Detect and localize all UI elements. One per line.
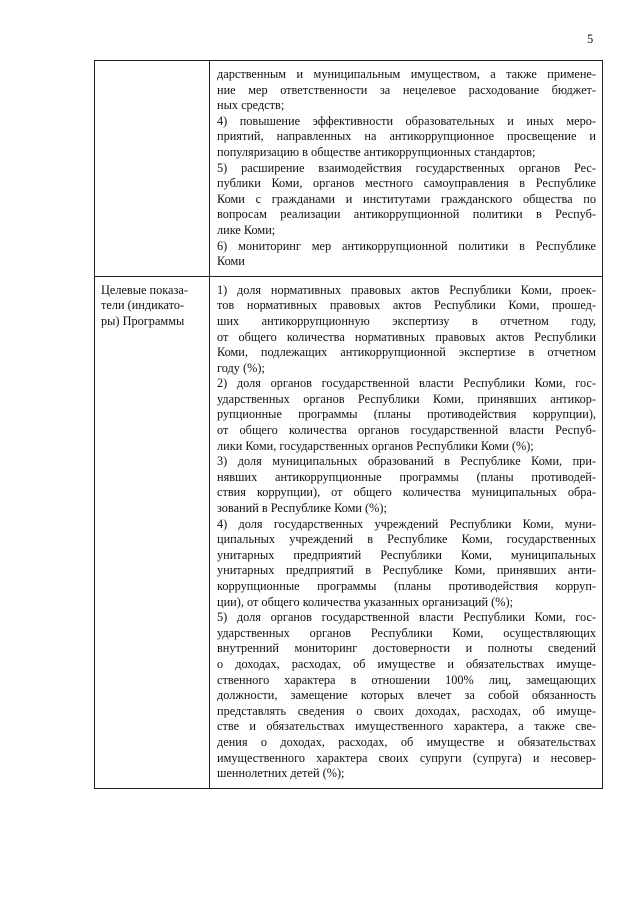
content-line: шеннолетних детей (%); [217, 766, 345, 781]
content-line: ципальных учреждений в Республике Коми, государственных [217, 532, 596, 547]
content-line: дения о доходах, расходах, об имуществе и обязательствах [217, 734, 596, 749]
content-line: ствия коррупции), от общего количества муниципальных обра- [217, 485, 596, 500]
content-line: 5) доля органов государственной власти Республики Коми, гос- [217, 610, 596, 625]
content-line: ших антикоррупционную экспертизу в отчетном году, [217, 313, 596, 328]
table-row [95, 61, 603, 277]
content-line: 3) доля муниципальных образований в Республике Коми, при- [217, 454, 596, 469]
content-line: внутренний мониторинг достоверности и полноты сведений [217, 641, 596, 656]
content-line: публики Коми, органов местного самоуправления в Республике [217, 176, 596, 191]
content-line: 6) мониторинг мер антикоррупционной политики в Республике [217, 238, 596, 253]
content-line: 1) доля нормативных правовых актов Республики Коми, проек- [217, 282, 596, 297]
content-line: популяризацию в обществе антикоррупционных стандартов; [217, 144, 536, 159]
content-line: представлять сведения о своих доходах, расходах, об имуще- [217, 703, 596, 718]
row-label-cell [95, 61, 210, 277]
content-line: ных средств; [217, 98, 285, 113]
row-content-cell [210, 61, 603, 277]
content-line: рупционные программы (планы противодействия коррупции), [217, 407, 596, 422]
table-row [95, 276, 603, 788]
content-line: 5) расширение взаимодействия государственных органов Рес- [217, 160, 596, 175]
content-line: коррупционные программы (планы противодействия корруп- [217, 579, 596, 593]
content-line: лике Коми; [217, 222, 276, 237]
label-line: ры) Программы [101, 313, 185, 328]
content-line: Коми, подлежащих антикоррупционной экспертизе в отчетном [217, 345, 596, 360]
content-line: стве и обязательствах имущественного характера, а также све- [217, 719, 596, 734]
content-line: лики Коми, государственных органов Республики Коми (%); [217, 438, 534, 453]
content-line: от общего количества нормативных правовых актов Республики [217, 329, 596, 344]
row-label-cell [95, 276, 210, 788]
row-content-cell [210, 276, 603, 788]
content-line: зований в Республике Коми (%); [217, 501, 387, 516]
content-line: о доходах, расходах, об имуществе и обязательствах имуще- [217, 656, 596, 671]
content-line: дарственным и муниципальным имуществом, а также примене- [217, 67, 596, 81]
content-line: ударственных органов Республики Коми, осуществляющих [217, 625, 596, 640]
content-line: ции), от общего количества указанных организаций (%); [217, 594, 514, 609]
content-line: тов нормативных правовых актов Республики Коми, прошед- [217, 298, 596, 313]
content-line: 2) доля органов государственной власти Республики Коми, гос- [217, 376, 596, 391]
content-line: ударственных органов Республики Коми, принявших антикор- [217, 391, 596, 406]
content-line: Коми с гражданами и институтами гражданского общества по [217, 191, 596, 206]
content-line: имущественного характера своих супруги (супруга) и несовер- [217, 750, 596, 765]
label-line: Целевые показа- [101, 282, 188, 297]
content-line: Коми [217, 254, 245, 269]
content-line: унитарных предприятий Республики Коми, муниципальных [217, 547, 596, 562]
content-line: году (%); [217, 360, 265, 375]
content-line: ственного характера в отношении 100% лиц, замещающих [217, 672, 596, 687]
content-line: 4) доля государственных учреждений Республики Коми, муни- [217, 516, 596, 531]
content-line: должности, замещение которых влечет за собой обязанность [217, 688, 596, 703]
content-line: ние мер ответственности за нецелевое расходование бюджет- [217, 82, 596, 97]
page-number: 5 [587, 32, 594, 46]
label-line: тели (индикато- [101, 298, 185, 313]
content-line: нявших антикоррупционные программы (планы противодей- [217, 469, 596, 484]
program-passport-table [94, 60, 603, 789]
content-line: приятий, направленных на антикоррупционное просвещение и [217, 129, 596, 144]
content-line: от общего количества органов государственной власти Респуб- [217, 423, 596, 438]
content-line: вопросам реализации антикоррупционной политики в Респуб- [217, 207, 596, 222]
content-line: унитарных предприятий в Республике Коми, принявших анти- [217, 563, 596, 578]
content-line: 4) повышение эффективности образовательных и иных меро- [217, 113, 596, 128]
